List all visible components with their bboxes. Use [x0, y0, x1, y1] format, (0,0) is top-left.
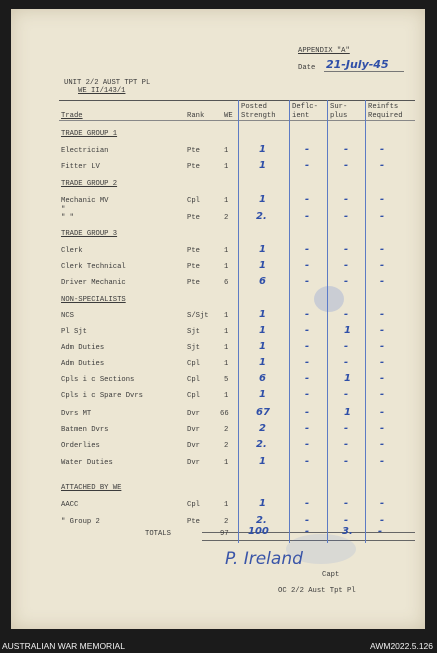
row-deficient: -	[305, 325, 310, 336]
row-surplus: -	[344, 498, 349, 509]
row-surplus: -	[344, 211, 349, 222]
row-rank: Dvr	[187, 426, 200, 434]
row-surplus: -	[344, 389, 349, 400]
oc-line: OC 2/2 Aust Tpt Pl	[278, 587, 356, 595]
row-posted: 1	[259, 341, 266, 352]
row-trade: Water Duties	[61, 459, 113, 467]
row-posted: 1	[259, 260, 266, 271]
row-reinfts: -	[380, 439, 385, 450]
row-surplus: -	[344, 423, 349, 434]
header-reinfts: Reinfts Required	[368, 103, 403, 120]
row-surplus: -	[344, 357, 349, 368]
header-rank: Rank	[187, 112, 205, 120]
row-rank: Pte	[187, 163, 200, 171]
row-deficient: -	[305, 276, 310, 287]
row-trade: Driver Mechanic	[61, 279, 126, 287]
group-heading: NON-SPECIALISTS	[61, 296, 126, 304]
row-rank: Pte	[187, 518, 200, 526]
row-trade: Cpls i c Spare Dvrs	[61, 392, 143, 400]
row-reinfts: -	[380, 325, 385, 336]
row-we: 1	[224, 501, 229, 509]
row-deficient: -	[305, 309, 310, 320]
row-surplus: -	[344, 309, 349, 320]
row-rank: Cpl	[187, 392, 200, 400]
row-reinfts: -	[380, 407, 385, 418]
group-heading: TRADE GROUP 2	[61, 180, 118, 188]
row-trade: Fitter LV	[61, 163, 100, 171]
col-divider-4	[365, 100, 366, 543]
header-trade: Trade	[61, 112, 83, 120]
row-trade: Dvrs MT	[61, 410, 92, 418]
unit-line: UNIT 2/2 AUST TPT PL	[64, 79, 151, 87]
row-rank: Dvr	[187, 410, 200, 418]
date-underline	[324, 71, 404, 72]
row-trade: Mechanic MV	[61, 197, 109, 205]
row-surplus: -	[344, 515, 349, 526]
table-top-rule	[59, 100, 415, 101]
row-we: 1	[224, 312, 229, 320]
date-label: Date	[298, 64, 316, 72]
row-deficient: -	[305, 456, 310, 467]
row-rank: Pte	[187, 247, 200, 255]
row-trade: "	[61, 206, 66, 214]
row-trade: Electrician	[61, 147, 109, 155]
row-deficient: -	[305, 373, 310, 384]
footer-left: AUSTRALIAN WAR MEMORIAL	[2, 641, 125, 651]
totals-posted: 100	[248, 526, 269, 537]
totals-label: TOTALS	[145, 530, 171, 538]
group-heading: TRADE GROUP 3	[61, 230, 118, 238]
footer-bar	[0, 638, 437, 653]
row-reinfts: -	[380, 341, 385, 352]
row-we: 1	[224, 163, 229, 171]
row-rank: Sjt	[187, 344, 200, 352]
row-reinfts: -	[380, 309, 385, 320]
row-rank: Cpl	[187, 376, 200, 384]
row-surplus: -	[344, 276, 349, 287]
row-deficient: -	[305, 515, 310, 526]
appendix-label: APPENDIX "A"	[298, 47, 350, 55]
row-we: 1	[224, 197, 229, 205]
row-posted: 1	[259, 144, 266, 155]
header-surplus: Sur- plus	[330, 103, 348, 120]
row-we: 1	[224, 344, 229, 352]
row-we: 2	[224, 426, 229, 434]
col-divider-3	[327, 100, 328, 543]
row-trade: Batmen Dvrs	[61, 426, 109, 434]
row-deficient: -	[305, 439, 310, 450]
row-rank: Cpl	[187, 360, 200, 368]
row-deficient: -	[305, 211, 310, 222]
col-divider-1	[238, 100, 239, 543]
row-reinfts: -	[380, 260, 385, 271]
group-heading: ATTACHED BY WE	[61, 484, 122, 492]
row-deficient: -	[305, 498, 310, 509]
row-surplus: -	[344, 439, 349, 450]
row-reinfts: -	[380, 373, 385, 384]
row-rank: Dvr	[187, 459, 200, 467]
row-posted: 2	[259, 423, 266, 434]
row-we: 1	[224, 360, 229, 368]
header-deficient: Deflc- ient	[292, 103, 318, 120]
row-rank: Pte	[187, 147, 200, 155]
row-we: 1	[224, 263, 229, 271]
row-reinfts: -	[380, 389, 385, 400]
row-we: 5	[224, 376, 229, 384]
row-trade: Orderlies	[61, 442, 100, 450]
row-posted: 1	[259, 498, 266, 509]
row-we: 6	[224, 279, 229, 287]
row-trade: AACC	[61, 501, 79, 509]
ink-blot	[314, 286, 344, 312]
row-rank: Pte	[187, 263, 200, 271]
row-posted: 1	[259, 357, 266, 368]
row-trade: Cpls i c Sections	[61, 376, 135, 384]
row-rank: Cpl	[187, 501, 200, 509]
row-we: 66	[220, 410, 229, 418]
row-reinfts: -	[380, 144, 385, 155]
row-we: 1	[224, 247, 229, 255]
row-rank: Pte	[187, 279, 200, 287]
row-reinfts: -	[380, 194, 385, 205]
row-rank: Pte	[187, 214, 200, 222]
group-heading: TRADE GROUP 1	[61, 130, 118, 138]
row-surplus: 1	[344, 373, 351, 384]
row-posted: 6	[259, 373, 266, 384]
row-posted: 2.	[256, 515, 267, 526]
row-trade: Adm Duties	[61, 360, 105, 368]
row-reinfts: -	[380, 211, 385, 222]
row-rank: S/Sjt	[187, 312, 209, 320]
row-surplus: 1	[344, 407, 351, 418]
row-deficient: -	[305, 144, 310, 155]
row-posted: 1	[259, 325, 266, 336]
totals-surplus: 3.	[342, 526, 353, 537]
totals-reinfts: -	[378, 526, 383, 537]
row-posted: 1	[259, 389, 266, 400]
row-deficient: -	[305, 194, 310, 205]
header-rule	[59, 120, 415, 121]
row-posted: 6	[259, 276, 266, 287]
row-we: 2	[224, 518, 229, 526]
row-surplus: -	[344, 194, 349, 205]
row-we: 2	[224, 442, 229, 450]
row-rank: Dvr	[187, 442, 200, 450]
row-surplus: -	[344, 456, 349, 467]
totals-we: 97	[220, 530, 229, 538]
document-page	[11, 9, 425, 629]
row-surplus: 1	[344, 325, 351, 336]
row-we: 1	[224, 328, 229, 336]
header-we: WE	[224, 112, 233, 120]
row-deficient: -	[305, 357, 310, 368]
row-surplus: -	[344, 144, 349, 155]
row-posted: 2.	[256, 439, 267, 450]
row-deficient: -	[305, 407, 310, 418]
row-trade: Clerk Technical	[61, 263, 126, 271]
footer-right: AWM2022.5.126	[370, 641, 433, 651]
totals-deficient: -	[305, 526, 310, 537]
row-posted: 2.	[256, 211, 267, 222]
row-deficient: -	[305, 423, 310, 434]
row-trade: " Group 2	[61, 518, 100, 526]
row-deficient: -	[305, 341, 310, 352]
row-reinfts: -	[380, 498, 385, 509]
row-we: 1	[224, 459, 229, 467]
row-trade: " "	[61, 214, 74, 222]
row-posted: 1	[259, 309, 266, 320]
row-posted: 67	[256, 407, 270, 418]
row-reinfts: -	[380, 456, 385, 467]
row-deficient: -	[305, 160, 310, 171]
row-reinfts: -	[380, 357, 385, 368]
we-reference: WE II/143/1	[78, 87, 126, 95]
row-posted: 1	[259, 160, 266, 171]
row-surplus: -	[344, 260, 349, 271]
row-we: 1	[224, 392, 229, 400]
row-deficient: -	[305, 260, 310, 271]
row-reinfts: -	[380, 160, 385, 171]
row-we: 2	[224, 214, 229, 222]
row-reinfts: -	[380, 515, 385, 526]
row-reinfts: -	[380, 244, 385, 255]
row-trade: Clerk	[61, 247, 83, 255]
row-surplus: -	[344, 341, 349, 352]
row-deficient: -	[305, 244, 310, 255]
row-trade: NCS	[61, 312, 74, 320]
date-handwritten: 21-July-45	[326, 58, 389, 71]
row-rank: Sjt	[187, 328, 200, 336]
row-rank: Cpl	[187, 197, 200, 205]
row-we: 1	[224, 147, 229, 155]
signature: P. Ireland	[225, 549, 303, 569]
row-posted: 1	[259, 456, 266, 467]
row-trade: Pl Sjt	[61, 328, 87, 336]
row-reinfts: -	[380, 423, 385, 434]
row-deficient: -	[305, 389, 310, 400]
row-posted: 1	[259, 244, 266, 255]
row-surplus: -	[344, 244, 349, 255]
row-reinfts: -	[380, 276, 385, 287]
col-divider-2	[289, 100, 290, 543]
signature-rank: Capt	[322, 571, 340, 579]
row-trade: Adm Duties	[61, 344, 105, 352]
row-surplus: -	[344, 160, 349, 171]
row-posted: 1	[259, 194, 266, 205]
header-posted-strength: Posted Strength	[241, 103, 276, 120]
